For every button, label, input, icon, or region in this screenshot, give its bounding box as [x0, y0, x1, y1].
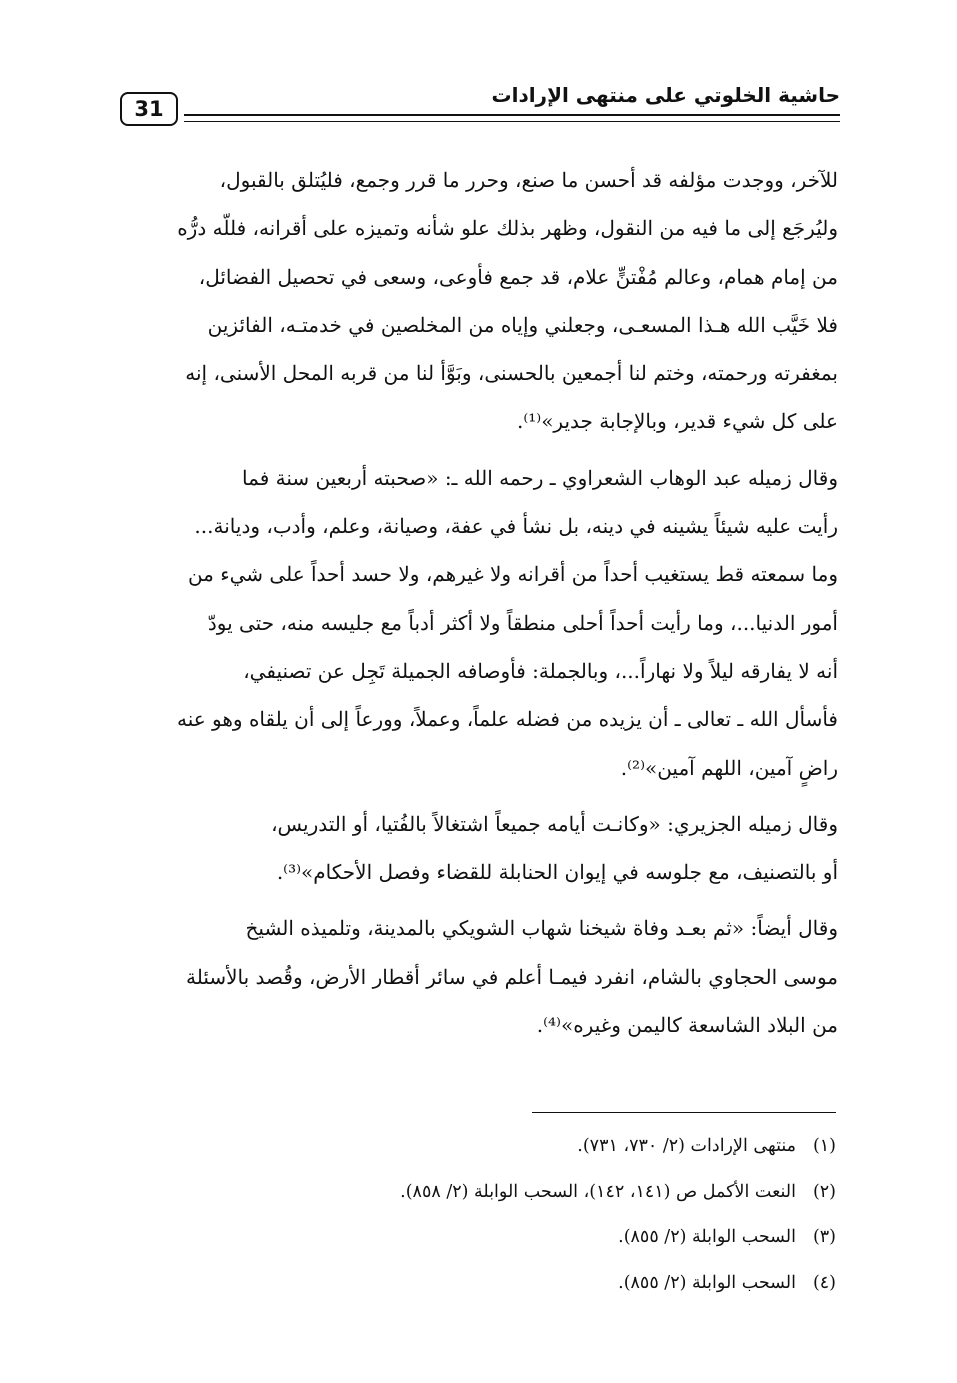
footnote-number: (٣) — [812, 1227, 836, 1247]
page-number: 31 — [120, 92, 178, 126]
footnote-separator — [532, 1112, 836, 1113]
paragraph-2: وقال زميله عبد الوهاب الشعراوي ـ رحمه الله ـ: «صحبته أربعين سنة فما رأيت عليه شيئاً يشينه في دينه، بل نشأ في عفة، وصيانة، وعلم، وأدب، وديانة... وما سمعته قط يستغيب أحداً من أقرانه ولا غيرهم، ولا حسد أحداً على شيء من أمور الدنيا...، وما رأيت أحداً أحلى منطقاً ولا أكثر أدباً مع جليسه منه، حتى يودّ أنه لا يفارقه ليلاً ولا نهاراً...، وبالجملة: فأوصافه الجميلة تَجِل عن تصنيفي، فأسأل الله ـ تعالى ـ أن يزيده من فضله علماً، وعملاً، وورعاً إلى أن يلقاه وهو عنه راضٍ آمين، اللهم آمين»⁽²⁾. — [177, 465, 838, 780]
paragraph-3: وقال زميله الجزيري: «وكانـت أيامه جميعاً اشتغالاً بالفُتيا، أو التدريس، أو بالتصنيف، مع جلوسه في إيوان الحنابلة للقضاء وفصل الأحكام»⁽³⁾. — [271, 811, 838, 885]
footnote-4 — [120, 1261, 836, 1307]
main-text — [120, 156, 838, 1049]
header-rule — [184, 114, 840, 122]
footnote-text: السحب الوابلة (٢/ ٨٥٥). — [618, 1227, 796, 1247]
running-title: حاشية الخلوتي على منتهى الإرادات — [491, 83, 840, 107]
paragraph-1: للآخر، ووجدت مؤلفه قد أحسن ما صنع، وحرر ما قرر وجمع، فليُتلق بالقبول، وليُرجَع إلى ما فيه من النقول، وظهر بذلك علو شأنه وتميزه على أقرانه، فللّه درُّه من إمام همام، وعالم مُفْتنٍّ علام، قد جمع فأوعى، وسعى في تحصيل الفضائل، فلا خَيَّب الله هـذا المسعـى، وجعلني وإياه من المخلصين في خدمتـه، الفائزين بمغفرته ورحمته، وختم لنا أجمعين بالحسنى، وبَوَّأ لنا من قربه المحل الأسنى، إنه على كل شيء قدير، وبالإجابة جدير»⁽¹⁾. — [177, 168, 838, 434]
running-header — [120, 80, 840, 140]
footnote-text: السحب الوابلة (٢/ ٨٥٥). — [618, 1272, 796, 1293]
footnote-2 — [120, 1170, 836, 1216]
footnotes — [120, 1124, 836, 1306]
footnote-number: (١) — [812, 1136, 836, 1156]
footnote-number: (٤) — [812, 1272, 836, 1293]
footnote-text: النعت الأكمل ص (١٤١، ١٤٢)، السحب الوابلة (٢/ ٨٥٨). — [400, 1181, 796, 1202]
footnote-1 — [120, 1124, 836, 1170]
footnote-text: منتهى الإرادات (٢/ ٧٣٠، ٧٣١). — [577, 1136, 796, 1156]
footnote-number: (٢) — [812, 1181, 836, 1202]
footnote-3 — [120, 1215, 836, 1261]
paragraph-4: وقال أيضاً: «ثم بعـد وفاة شيخنا شهاب الشويكي بالمدينة، وتلميذه الشيخ موسى الحجاوي بالشام، انفرد فيمـا أعلم في سائر أقطار الأرض، وقُصد بالأسئلة من البلاد الشاسعة كاليمن وغيره»⁽⁴⁾. — [185, 916, 838, 1038]
